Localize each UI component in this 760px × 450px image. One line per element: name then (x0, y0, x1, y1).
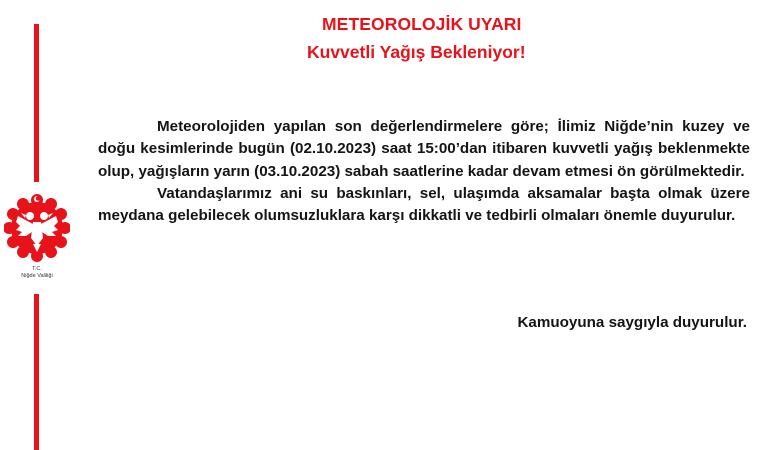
emblem-caption-tc: T.C. (32, 266, 42, 272)
emblem-caption-governorship: Niğde Valiliği (21, 273, 53, 279)
notice-body (98, 116, 750, 227)
notice-subtitle: Kuvvetli Yağış Bekleniyor! (307, 42, 526, 62)
governorship-emblem (4, 186, 68, 286)
notice-closing: Kamuoyuna saygıyla duyurulur. (517, 314, 747, 331)
double-headed-eagle-seal-icon (4, 186, 70, 266)
accent-bar-top (34, 24, 39, 182)
accent-bar-bottom (34, 294, 39, 450)
notice-paragraph-1: Meteorolojiden yapılan son değerlendirmelere göre; İlimiz Niğde’nin kuzey ve doğu kesimlerinde bugün (02.10.2023) saat 15:00’dan itibaren kuvvetli yağış beklenmekte olup, yağışların yarın (03.10.2023) sabah saatlerine kadar devam etmesi ön görülmektedir. (98, 118, 750, 180)
notice-title: METEOROLOJİK UYARI (322, 14, 522, 34)
notice-paragraph-2: Vatandaşlarımız ani su baskınları, sel, ulaşımda aksamalar başta olmak üzere meydana gelebilecek olumsuzluklara karşı dikkatli ve tedbirli olmaları önemle duyurulur. (98, 184, 750, 225)
